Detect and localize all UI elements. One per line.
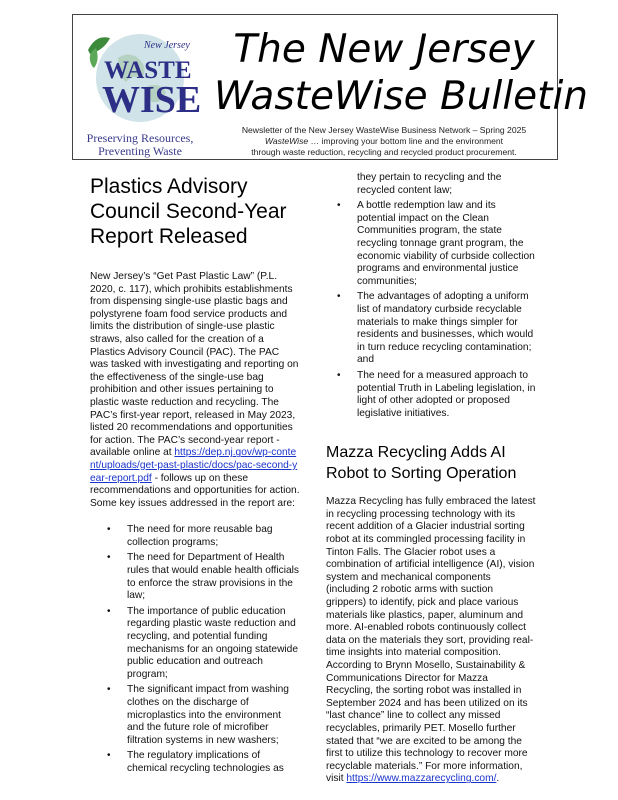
article1-text: New Jersey’s “Get Past Plastic Law” (P.L. 2020, c. 117), which prohibits establishments from dispensing single-use plastic bags and polystyrene foam food service products and limits the distribution of single-use plastic straws, also called for the creation of a Plastics Advisory Council (PAC). The PAC was tasked with investigating and reporting on the effectiveness of the single-use bag prohibition and other issues pertaining to plastic waste reduction and recycling. The PAC’s first-year report, released in May 2023, listed 20 recommendations and opportunities for action. The PAC’s second-year report - available online at <box>90 271 299 459</box>
article2-end: . <box>496 773 500 785</box>
list-item: • The significant impact from washing clothes on the discharge of microplastics into the environment and the future role of microfiber filtration systems in new washers; <box>127 684 300 747</box>
article1-bullet-list <box>90 524 300 775</box>
article1-title: Plastics Advisory Council Second-Year Report Released <box>90 175 287 248</box>
mazza-link[interactable]: https://www.mazzarecycling.com/ <box>346 773 497 785</box>
list-item: • The need for Department of Health rules that would enable health officials to enforce the straw provisions in the law; <box>127 552 300 602</box>
article2-paragraph <box>326 496 536 786</box>
logo-graphic <box>78 20 202 160</box>
article1-text-after: - follows up on these recommendations and opportunities for action. Some key issues addressed in the report are: <box>90 472 300 509</box>
bulletin-title <box>214 26 589 120</box>
list-item: • The need for a measured approach to potential Truth in Labeling legislation, in light of other adopted or proposed legislative initiatives. <box>357 370 536 420</box>
left-column <box>90 174 300 779</box>
list-item: • The regulatory implications of chemical recycling technologies as <box>127 750 300 775</box>
logo-slogan-line2: Preventing Waste <box>98 144 182 158</box>
article2-text: Mazza Recycling has fully embraced the latest in recycling processing technology with its recent addition of a Glacier industrial sorting robot at its commingled processing facility in Tinton Falls. The Glacier robot uses a combination of artificial intelligence (AI), vision system and mechanical components (including 2 robotic arms with suction grippers) to identify, pick and place various materials like plastics, paper, aluminum and more. AI-enabled robots continuously collect data on the materials they sort, providing real-time insights into material composition. According to Brynn Mosello, Sustainability & Communications Director for Mazza Recycling, the sorting robot was installed in September 2024 and has been utilized on its “last chance” line to collect any missed recyclables, primarily PET. Mosello further stated that “we are excited to be among the first to utilize this technology to recover more recyclable materials.” For more information, visit <box>326 496 536 785</box>
list-item: • The need for more reusable bag collection programs; <box>127 524 300 549</box>
bulletin-title-line2: WasteWise Bulletin <box>214 74 589 119</box>
list-item: • The importance of public education regarding plastic waste reduction and recycling, and potential funding mechanisms for an ongoing statewide public education and outreach program; <box>127 606 300 682</box>
logo-slogan-line1: Preserving Resources, <box>86 131 194 145</box>
article1-bullet-list-continued <box>326 172 536 420</box>
list-item: • A bottle redemption law and its potential impact on the Clean Communities program, the state recycling tonnage grant program, the economic viability of curbside collection programs and environmental justice communities; <box>357 200 536 288</box>
report-link[interactable]: https://dep.nj.gov/wp-content/uploads/get-past-plastic/docs/pac-second-year-report.pdf <box>90 447 298 484</box>
logo-word-wise: WISE <box>102 79 202 121</box>
tagline-line2-rest: … improving your bottom line and the environment <box>308 136 504 146</box>
wastewise-logo <box>78 20 202 160</box>
logo-word-waste: WASTE <box>104 57 192 84</box>
list-item: • The advantages of adopting a uniform list of mandatory curbside recyclable materials to make things simpler for residents and businesses, which would in turn reduce recycling contamination; and <box>357 291 536 367</box>
article1-paragraph <box>90 271 300 510</box>
bulletin-title-line1: The New Jersey <box>233 27 535 72</box>
logo-state: New Jersey <box>144 40 190 51</box>
tagline-line1: Newsletter of the New Jersey WasteWise Business Network – Spring 2025 <box>241 125 527 135</box>
right-column <box>326 172 536 786</box>
tagline-line2 <box>214 136 554 147</box>
tagline-line3: through waste reduction, recycling and recycled product procurement. <box>251 147 517 157</box>
tagline-brand: WasteWise <box>264 136 309 146</box>
newsletter-tagline <box>214 125 554 158</box>
list-item: they pertain to recycling and the recycled content law; <box>357 172 502 196</box>
article2-title: Mazza Recycling Adds AI Robot to Sorting Operation <box>326 444 517 483</box>
